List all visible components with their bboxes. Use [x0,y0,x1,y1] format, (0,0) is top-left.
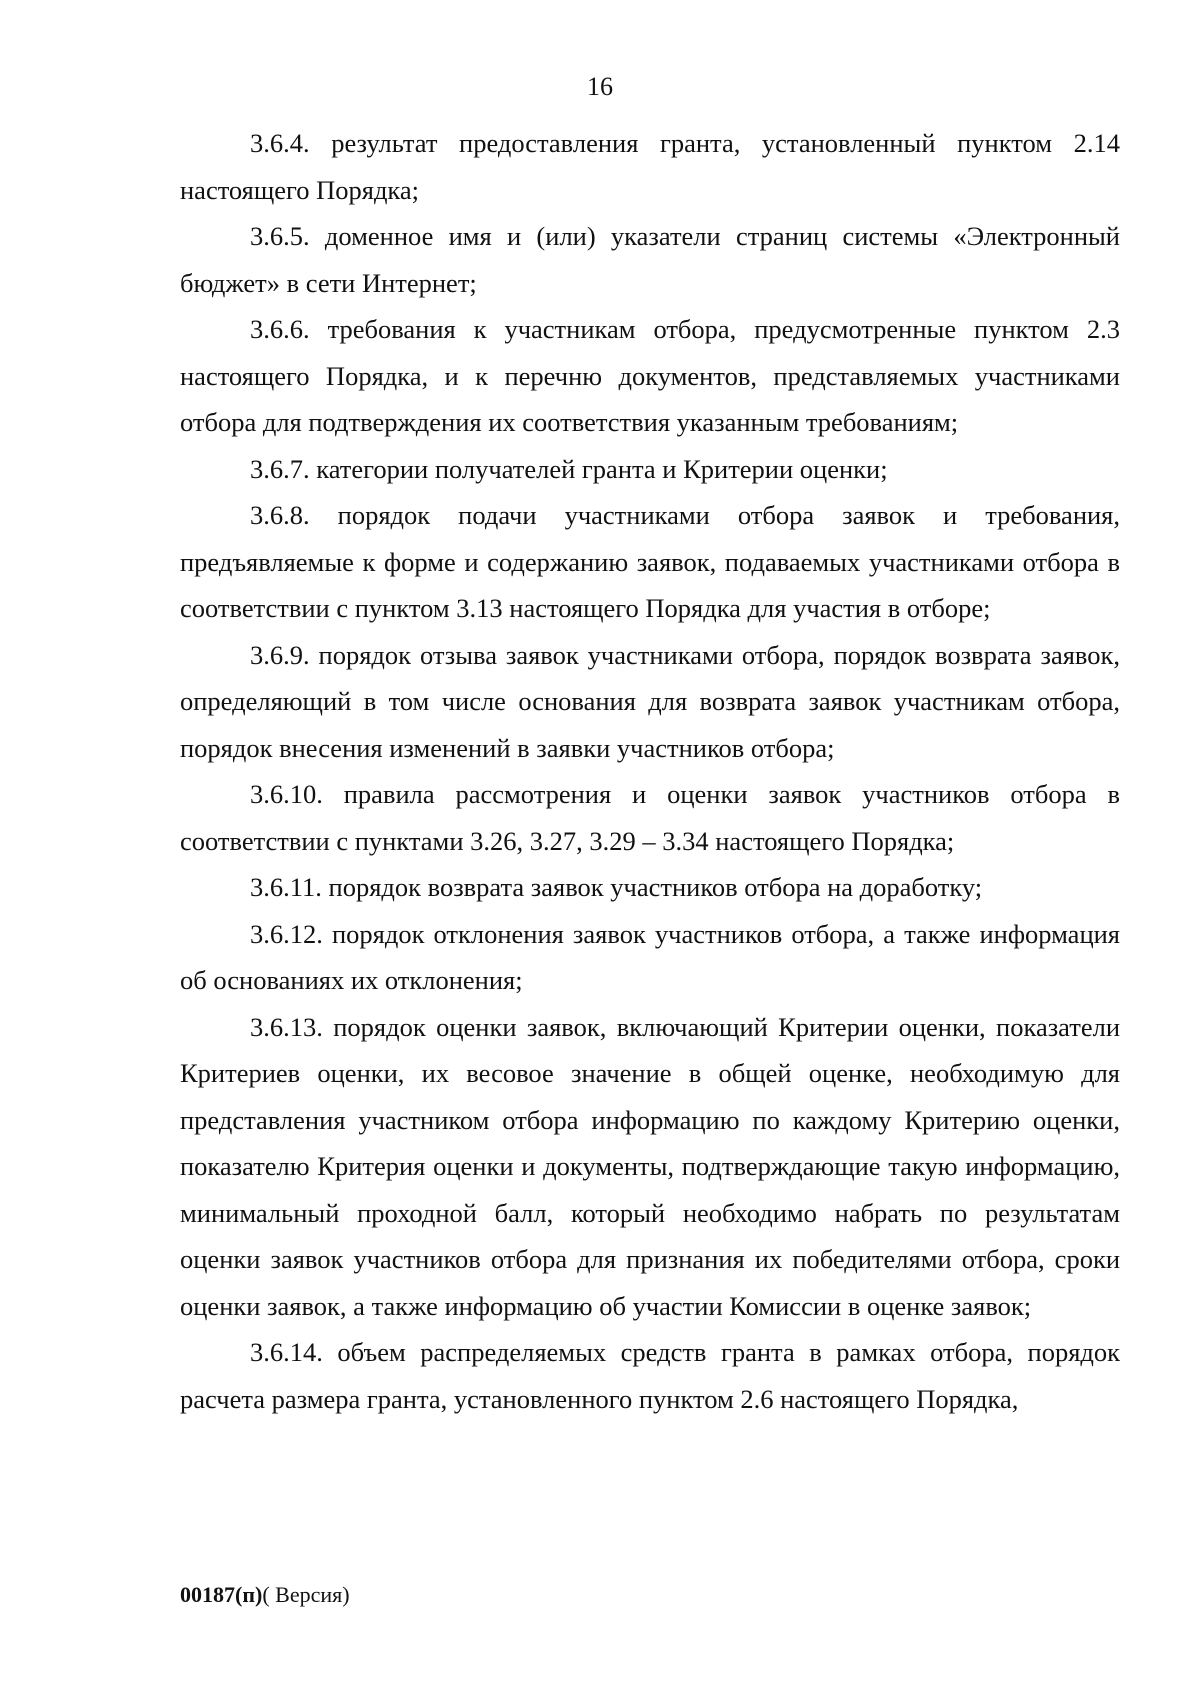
paragraph-3-6-6: 3.6.6. требования к участникам отбора, предусмотренные пунктом 2.3 настоящего Порядка, и к перечню документов, представляемых участниками отбора для подтверждения их соответствия указанным требованиям; [180,314,1120,437]
paragraph-3-6-12: 3.6.12. порядок отклонения заявок участников отбора, а также информация об основаниях их отклонения; [180,918,1120,995]
paragraph-3-6-10: 3.6.10. правила рассмотрения и оценки заявок участников отбора в соответствии с пунктами 3.26, 3.27, 3.29 – 3.34 настоящего Порядка; [180,779,1120,856]
document-code: 00187(п) [180,1582,263,1607]
paragraph-3-6-13: 3.6.13. порядок оценки заявок, включающий Критерии оценки, показатели Критериев оценки, их весовое значение в общей оценке, необходимую для представления участником отбора информацию по каждому Критерию оценки, показателю Критерия оценки и документы, подтверждающие такую информацию, минимальный проходной балл, который необходимо набрать по результатам оценки заявок участников отбора для признания их победителями отбора, сроки оценки заявок, а также информацию об участии Комиссии в оценке заявок; [180,1011,1120,1321]
paragraph-3-6-11: 3.6.11. порядок возврата заявок участников отбора на доработку; [250,872,983,902]
page-number: 16 [587,72,613,101]
paragraph-3-6-4: 3.6.4. результат предоставления гранта, установленный пунктом 2.14 настоящего Порядка; [180,128,1120,205]
paragraph-3-6-7: 3.6.7. категории получателей гранта и Критерии оценки; [250,453,888,484]
paragraph-3-6-9: 3.6.9. порядок отзыва заявок участниками отбора, порядок возврата заявок, определяющий в том числе основания для возврата заявок участникам отбора, порядок внесения изменений в заявки участников отбора; [180,639,1120,763]
paragraph-3-6-14: 3.6.14. объем распределяемых средств гранта в рамках отбора, порядок расчета размера гранта, установленного пунктом 2.6 настоящего Порядка, [180,1337,1120,1414]
document-footer [180,1580,350,1610]
document-body [180,120,1120,1422]
paragraph-3-6-5: 3.6.5. доменное имя и (или) указатели страниц системы «Электронный бюджет» в сети Интернет; [180,221,1120,298]
paragraph-3-6-8: 3.6.8. порядок подачи участниками отбора заявок и требования, предъявляемые к форме и содержанию заявок, подаваемых участниками отбора в соответствии с пунктом 3.13 настоящего Порядка для участия в отборе; [180,500,1120,623]
document-version: ( Версия) [262,1582,350,1607]
